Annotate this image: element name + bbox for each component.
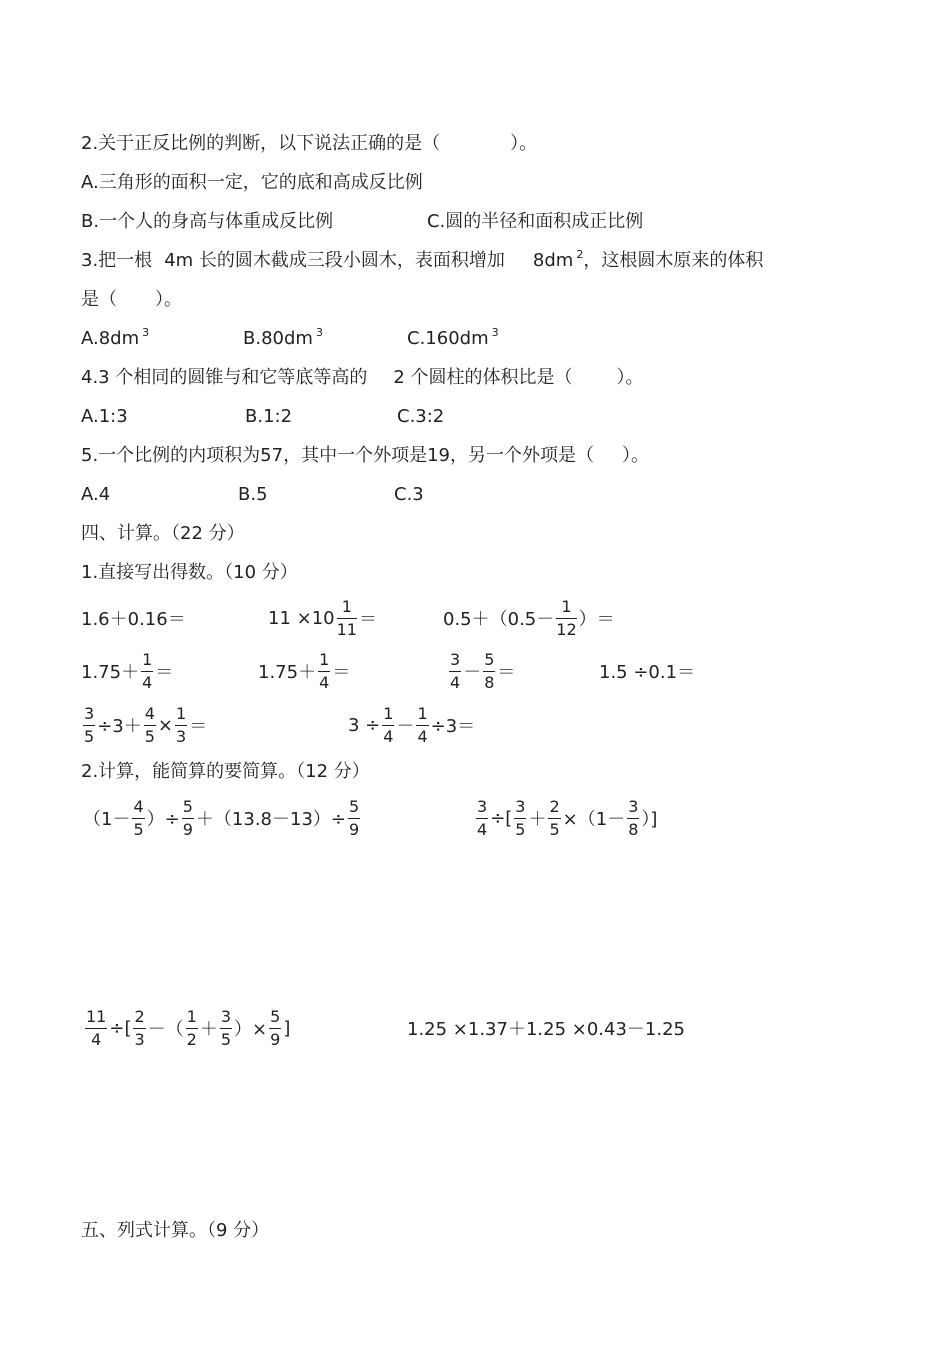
fraction: $\frac{1}{4}$ xyxy=(142,649,153,692)
q3-option-a: A.8dm $^3$ xyxy=(81,326,150,349)
q4-option-b: B.1:2 xyxy=(245,406,293,427)
fraction: $\frac{1}{4}$ xyxy=(383,703,394,746)
fraction: $\frac{1}{12}$ xyxy=(556,596,577,639)
fraction: $\frac{1}{11}$ xyxy=(336,596,357,639)
fraction: $\frac{5}{9}$ xyxy=(182,796,193,839)
q3-option-b: B.80dm $^3$ xyxy=(243,326,323,349)
q2-option-c: C.圆的半径和面积成正比例 xyxy=(427,211,644,232)
q3-stem-line2: 是（ ）。 xyxy=(81,289,182,310)
q5-option-c: C.3 xyxy=(394,484,424,505)
fraction: $\frac{1}{4}$ xyxy=(417,703,428,746)
section5-title: 五、列式计算。（9 分） xyxy=(81,1220,270,1241)
fraction: $\frac{1}{3}$ xyxy=(176,703,187,746)
fraction: $\frac{3}{5}$ xyxy=(515,796,526,839)
q5-option-a: A.4 xyxy=(81,484,111,505)
oral-expr-7: 1.5 ÷0.1＝ xyxy=(599,662,696,683)
section4-sub1: 1.直接写出得数。（10 分） xyxy=(81,562,298,583)
fraction: $\frac{4}{5}$ xyxy=(133,796,144,839)
fraction: $\frac{2}{3}$ xyxy=(134,1006,145,1049)
oral-expr-8: $\frac{3}{5}$ ÷3＋ $\frac{4}{5}$ × $\frac{1}{3}$ ＝ xyxy=(84,703,208,746)
fraction: $\frac{1}{4}$ xyxy=(319,649,330,692)
fraction: $\frac{3}{4}$ xyxy=(450,649,461,692)
fraction: $\frac{3}{5}$ xyxy=(84,703,95,746)
calc-expr-4: 1.25 ×1.37＋1.25 ×0.43－1.25 xyxy=(407,1019,685,1040)
q2-option-b: B.一个人的身高与体重成反比例 xyxy=(81,211,334,232)
q4-stem: 4.3 个相同的圆锥与和它等底等高的 2 个圆柱的体积比是（ ）。 xyxy=(81,367,644,388)
fraction: $\frac{3}{8}$ xyxy=(628,796,639,839)
oral-expr-4: 1.75＋ $\frac{1}{4}$ ＝ xyxy=(81,649,174,692)
q2-stem: 2.关于正反比例的判断，以下说法正确的是（ ）。 xyxy=(81,133,538,154)
oral-expr-9: 3 ÷ $\frac{1}{4}$ － $\frac{1}{4}$ ÷3＝ xyxy=(348,703,476,746)
calc-expr-2: $\frac{3}{4}$ ÷[ $\frac{3}{5}$ ＋ $\frac{2}{5}$ ×（1－ $\frac{3}{8}$ ）] xyxy=(477,796,658,839)
oral-expr-3: 0.5＋（0.5－ $\frac{1}{12}$ ）＝ xyxy=(443,596,615,639)
fraction: $\frac{2}{5}$ xyxy=(549,796,560,839)
fraction: $\frac{11}{4}$ xyxy=(86,1006,107,1049)
fraction: $\frac{5}{8}$ xyxy=(484,649,495,692)
q4-option-c: C.3:2 xyxy=(397,406,445,427)
section4-sub2: 2.计算，能简算的要简算。（12 分） xyxy=(81,761,370,782)
q4-option-a: A.1:3 xyxy=(81,406,128,427)
q2-option-a: A.三角形的面积一定，它的底和高成反比例 xyxy=(81,172,423,193)
fraction: $\frac{3}{4}$ xyxy=(477,796,488,839)
q3-option-c: C.160dm $^3$ xyxy=(407,326,499,349)
q5-stem: 5.一个比例的内项积为57，其中一个外项是19，另一个外项是（ ）。 xyxy=(81,445,649,466)
q5-option-b: B.5 xyxy=(238,484,268,505)
fraction: $\frac{5}{9}$ xyxy=(349,796,360,839)
oral-expr-2: 11 ×10 $\frac{1}{11}$ ＝ xyxy=(268,596,377,639)
q3-stem: 3.把一根 4m 长的圆木截成三段小圆木，表面积增加 8dm $^2$，这根圆木原来的体积 xyxy=(81,248,764,271)
fraction: $\frac{1}{2}$ xyxy=(186,1006,197,1049)
fraction: $\frac{4}{5}$ xyxy=(144,703,155,746)
oral-expr-5: 1.75＋ $\frac{1}{4}$ ＝ xyxy=(258,649,351,692)
calc-expr-3: $\frac{11}{4}$ ÷[ $\frac{2}{3}$ －（ $\frac{1}{2}$ ＋ $\frac{3}{5}$ ）× $\frac{5}{9}$ ] xyxy=(86,1006,291,1049)
calc-expr-1: （1－ $\frac{4}{5}$ ）÷ $\frac{5}{9}$ ＋（13.8－13）÷ $\frac{5}{9}$ xyxy=(83,796,360,839)
oral-expr-1: 1.6＋0.16＝ xyxy=(81,609,186,630)
fraction: $\frac{5}{9}$ xyxy=(270,1006,281,1049)
fraction: $\frac{3}{5}$ xyxy=(220,1006,232,1049)
section4-title: 四、计算。（22 分） xyxy=(81,523,245,544)
oral-expr-6: $\frac{3}{4}$ － $\frac{5}{8}$ ＝ xyxy=(450,649,516,692)
